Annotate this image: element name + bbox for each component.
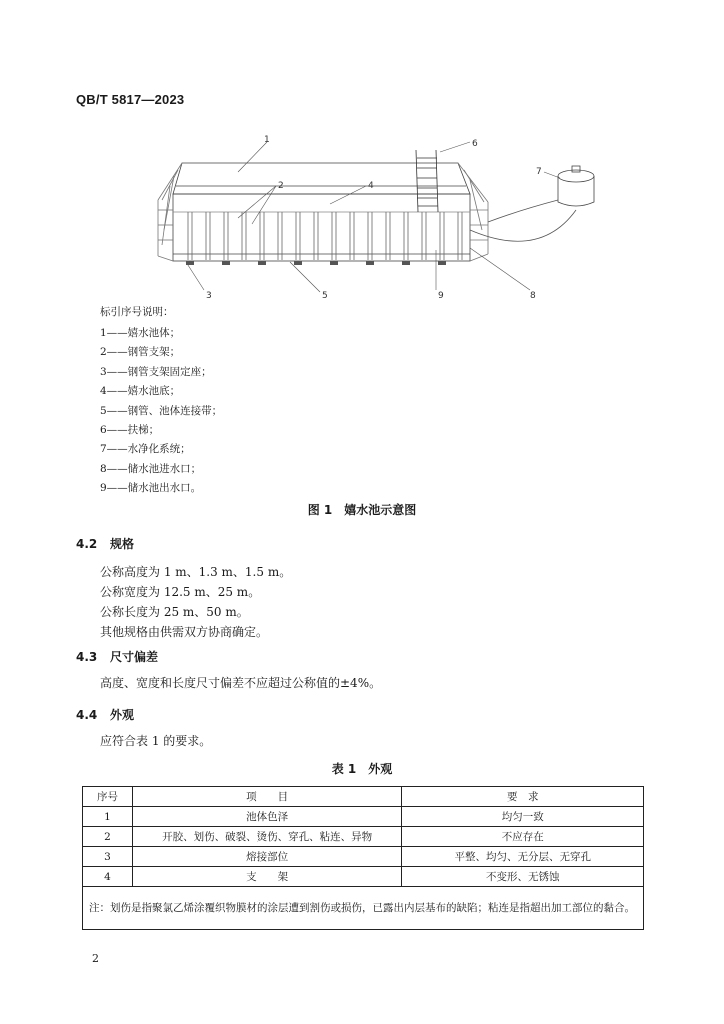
table-header-cell: 序号 bbox=[83, 787, 133, 807]
section-4-2-body bbox=[100, 562, 291, 642]
page-number: 2 bbox=[92, 952, 99, 965]
table-cell: 开胶、划伤、破裂、烫伤、穿孔、粘连、异物 bbox=[132, 827, 402, 847]
legend-item: 1——嬉水池体； bbox=[100, 327, 181, 339]
pool-body bbox=[173, 194, 470, 261]
legend-item: 8——储水池进水口； bbox=[100, 462, 202, 475]
paragraph: 高度、宽度和长度尺寸偏差不应超过公称值的±4%。 bbox=[100, 676, 382, 690]
section-title: 尺寸偏差 bbox=[110, 650, 159, 664]
section-4-4-body bbox=[100, 731, 211, 751]
legend-item: 9——储水池出水口。 bbox=[100, 482, 202, 495]
section-number: 4.4 bbox=[76, 708, 98, 722]
callout-5: 5 bbox=[322, 291, 328, 301]
section-heading-4-2 bbox=[76, 535, 134, 552]
outlet-hose bbox=[470, 210, 576, 241]
figure-legend bbox=[100, 324, 222, 499]
legend-title: 标引序号说明： bbox=[100, 306, 174, 318]
section-number: 4.2 bbox=[76, 537, 98, 551]
inlet-hose bbox=[488, 200, 558, 222]
callout-7: 7 bbox=[536, 167, 542, 177]
callout-1: 1 bbox=[264, 135, 270, 145]
table-row bbox=[83, 827, 644, 847]
water-purification-unit bbox=[558, 166, 594, 206]
table-cell: 1 bbox=[83, 807, 133, 827]
table-cell: 不变形、无锈蚀 bbox=[402, 867, 644, 887]
table-row bbox=[83, 847, 644, 867]
table-row bbox=[83, 807, 644, 827]
table-cell: 熔接部位 bbox=[132, 847, 402, 867]
table-caption: 表 1 外观 bbox=[331, 762, 393, 776]
paragraph: 公称宽度为 12.5 m、25 m。 bbox=[100, 585, 261, 599]
table-header-row bbox=[83, 787, 644, 807]
table-header-cell: 项 目 bbox=[132, 787, 402, 807]
section-4-3-body bbox=[100, 673, 381, 693]
section-heading-4-4 bbox=[76, 706, 134, 723]
section-number: 4.3 bbox=[76, 650, 98, 664]
support-feet bbox=[186, 261, 446, 265]
callout-3: 3 bbox=[206, 291, 212, 301]
callout-8: 8 bbox=[530, 291, 536, 301]
legend-item: 3——钢管支架固定座； bbox=[100, 365, 212, 378]
paragraph: 应符合表 1 的要求。 bbox=[100, 734, 212, 748]
legend-item: 2——钢管支架； bbox=[100, 346, 181, 359]
section-heading-4-3 bbox=[76, 648, 158, 665]
figure-caption: 图 1 嬉水池示意图 bbox=[307, 503, 417, 517]
table-note-row bbox=[83, 887, 644, 930]
callout-9: 9 bbox=[438, 291, 444, 301]
table-cell: 不应存在 bbox=[402, 827, 644, 847]
table-cell: 3 bbox=[83, 847, 133, 867]
callout-6: 6 bbox=[472, 139, 478, 149]
table-cell: 均匀一致 bbox=[402, 807, 644, 827]
legend-item: 7——水净化系统； bbox=[100, 443, 191, 456]
table-cell: 2 bbox=[83, 827, 133, 847]
standard-code: QB/T 5817—2023 bbox=[76, 92, 185, 107]
callout-4: 4 bbox=[368, 181, 374, 191]
paragraph: 公称高度为 1 m、1.3 m、1.5 m。 bbox=[100, 565, 292, 579]
table-note: 注：划伤是指聚氯乙烯涂覆织物膜材的涂层遭到割伤或损伤，已露出内层基布的缺陷；粘连是指超出加工部位的黏合。 bbox=[83, 887, 644, 930]
table-cell: 池体色泽 bbox=[132, 807, 402, 827]
table-header-cell: 要 求 bbox=[402, 787, 644, 807]
table-row bbox=[83, 867, 644, 887]
table-cell: 支 架 bbox=[132, 867, 402, 887]
paragraph: 公称长度为 25 m、50 m。 bbox=[100, 605, 249, 619]
table-cell: 4 bbox=[83, 867, 133, 887]
callout-2: 2 bbox=[278, 181, 284, 191]
paragraph: 其他规格由供需双方协商确定。 bbox=[100, 625, 269, 639]
section-title: 外观 bbox=[110, 708, 135, 722]
legend-item: 6——扶梯； bbox=[100, 424, 160, 437]
legend-item: 5——钢管、池体连接带； bbox=[100, 404, 223, 417]
appearance-table bbox=[82, 786, 644, 930]
legend-item: 4——嬉水池底； bbox=[100, 385, 181, 398]
ladder bbox=[416, 150, 438, 212]
steel-pipe-supports bbox=[188, 212, 462, 260]
table-cell: 平整、均匀、无分层、无穿孔 bbox=[402, 847, 644, 867]
pool-diagram bbox=[140, 130, 610, 302]
section-title: 规格 bbox=[110, 537, 135, 551]
